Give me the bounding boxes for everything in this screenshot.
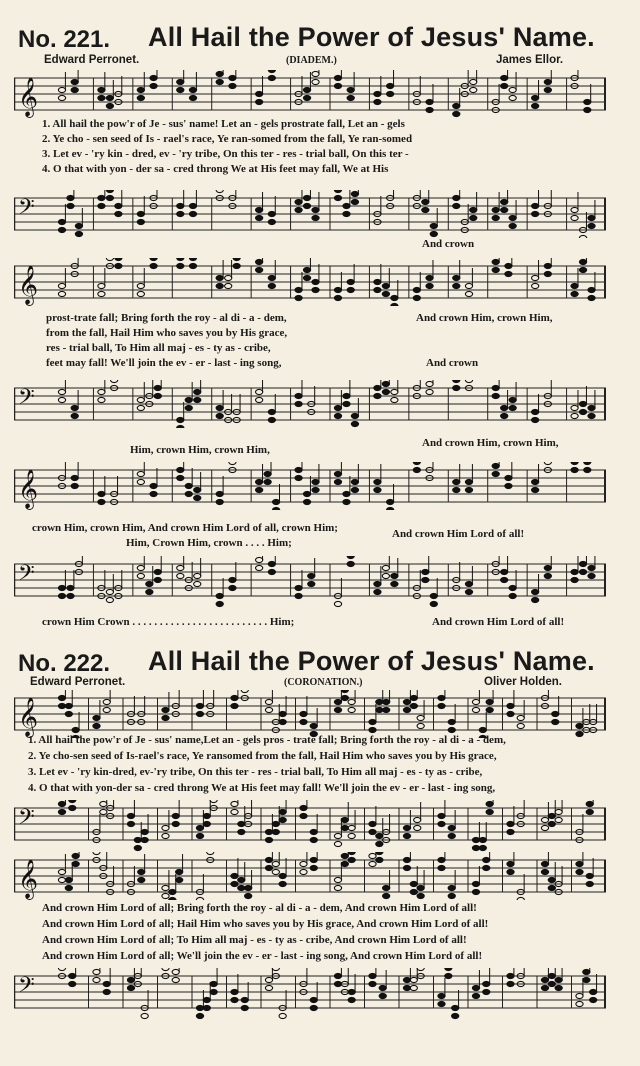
treble-staff xyxy=(14,462,606,510)
refrain-cue: And crown xyxy=(426,357,479,369)
bass-staff xyxy=(14,556,606,608)
hymn-number: No. 222. xyxy=(18,650,111,677)
svg-text:𝄢: 𝄢 xyxy=(18,195,35,225)
bass-staff xyxy=(14,190,606,238)
hymn-title: All Hail the Power of Jesus' Name. xyxy=(148,646,595,676)
tune-name: (DIADEM.) xyxy=(286,55,337,66)
bass-lyric: crown Him Crown . . . . . . . . . . . . . . . . . . . . . . . . . Him; xyxy=(42,616,295,628)
hymn-title: All Hail the Power of Jesus' Name. xyxy=(148,22,595,52)
svg-text:𝄢: 𝄢 xyxy=(18,385,35,415)
bass-cue: And crown Him, crown Him, xyxy=(422,437,559,449)
author: Edward Perronet. xyxy=(30,676,126,688)
verse-line: 2. Ye cho - sen seed of Is - rael's race, Ye ran-somed from the fall, Ye ran-somed xyxy=(42,133,413,145)
svg-text:𝄢: 𝄢 xyxy=(18,561,35,591)
svg-text:𝄞: 𝄞 xyxy=(18,859,39,899)
bass-lyric: Him, Crown Him, crown . . . . Him; xyxy=(126,537,292,549)
verse-line: crown Him, crown Him, And crown Him Lord of all, crown Him; xyxy=(32,522,338,534)
treble-staff xyxy=(14,258,606,306)
svg-text:𝄢: 𝄢 xyxy=(18,973,35,1003)
treble-staff xyxy=(14,852,606,900)
bass-lyric: Him, crown Him, crown Him, xyxy=(130,444,270,456)
author: Edward Perronet. xyxy=(44,54,140,66)
bass-cue: And crown xyxy=(422,238,475,250)
verse-line: And crown Him Lord of all! xyxy=(392,528,525,540)
verse-line: And crown Him Lord of all; Bring forth the roy - al di - a - dem, And crown Him Lord of all! xyxy=(42,902,477,914)
svg-text:𝄞: 𝄞 xyxy=(18,697,39,737)
verse-line: 1. All hail the pow'r of Je - sus' name! Let an - gels prostrate fall, Let an - gels xyxy=(42,118,405,130)
bass-staff xyxy=(14,968,606,1026)
verse-line: 2. Ye cho-sen seed of Is-rael's race, Ye ransomed from the fall, Hail Him who saves you by His grace, xyxy=(28,750,497,762)
treble-staff xyxy=(14,690,606,738)
verse-line: And crown Him Lord of all; Hail Him who saves you by His grace, And crown Him Lord of all! xyxy=(42,918,489,930)
verse-line: And crown Him Lord of all; We'll join the ev - er - last - ing song, And crown Him Lord of all! xyxy=(42,950,483,962)
refrain-cue: And crown Him, crown Him, xyxy=(416,312,553,324)
svg-text:𝄞: 𝄞 xyxy=(18,77,39,117)
bass-staff xyxy=(14,380,606,428)
verse-line: from the fall, Hail Him who saves you by His grace, xyxy=(46,327,288,339)
verse-line: prost-trate fall; Bring forth the roy - al di - a - dem, xyxy=(46,312,287,324)
svg-text:𝄞: 𝄞 xyxy=(18,469,39,509)
tune-name: (CORONATION.) xyxy=(284,677,363,688)
verse-line: 4. O that with yon - der sa - cred throng We at His feet may fall, We at His xyxy=(42,163,389,175)
treble-staff xyxy=(14,70,606,118)
hymn-number: No. 221. xyxy=(18,26,111,53)
verse-line: res - trial ball, To Him all maj - es - ty as - cribe, xyxy=(46,342,271,354)
composer: Oliver Holden. xyxy=(484,676,562,688)
svg-text:𝄞: 𝄞 xyxy=(18,265,39,305)
bass-lyric: And crown Him Lord of all! xyxy=(432,616,565,628)
svg-text:𝄢: 𝄢 xyxy=(18,805,35,835)
verse-line: feet may fall! We'll join the ev - er - last - ing song, xyxy=(46,357,282,369)
verse-line: 4. O that with yon-der sa - cred throng We at His feet may fall! We'll join the ev - er - last - ing song, xyxy=(28,782,496,794)
verse-line: 3. Let ev - 'ry kin - dred, ev - 'ry tribe, On this ter - res - trial ball, On this ter - xyxy=(42,148,409,160)
verse-line: 3. Let ev - 'ry kin-dred, ev-'ry tribe, On this ter - res - trial ball, To Him all maj - es - ty as - cribe, xyxy=(28,766,483,778)
verse-line: And crown Him Lord of all; To Him all maj - es - ty as - cribe, And crown Him Lord of all! xyxy=(42,934,467,946)
verse-line: 1. All hail the pow'r of Je - sus' name,Let an - gels pros - trate fall; Bring forth the roy - al di - a - dem, xyxy=(28,734,506,746)
bass-staff xyxy=(14,800,606,852)
composer: James Ellor. xyxy=(496,54,564,66)
